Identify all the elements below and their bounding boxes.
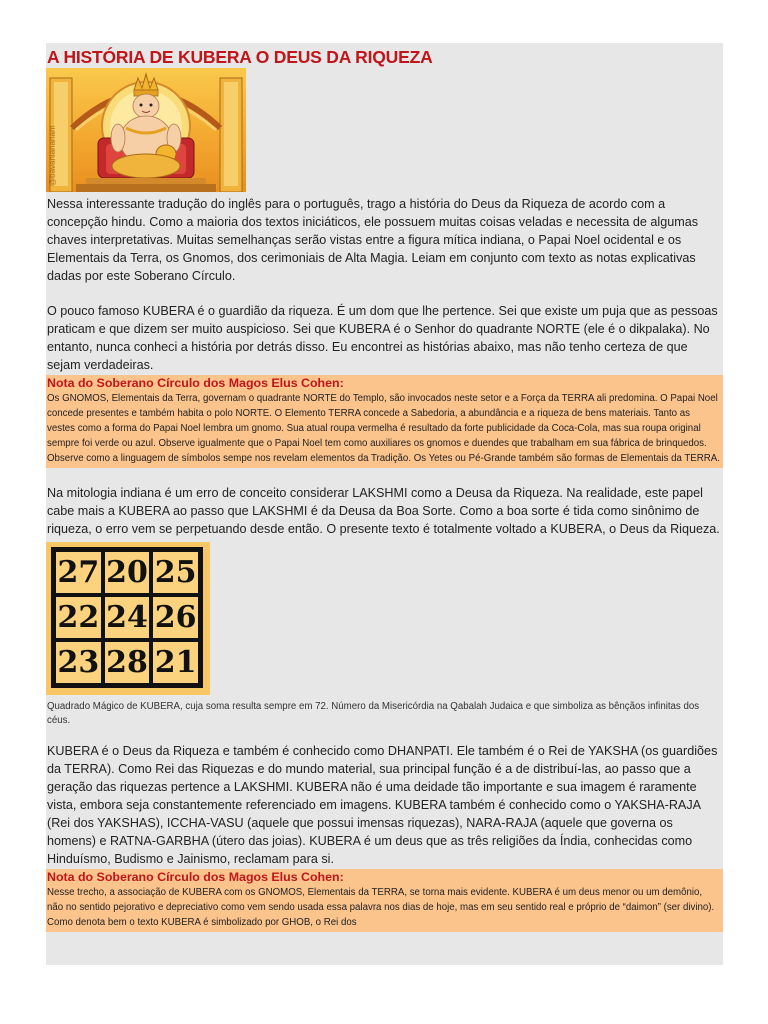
magic-cell: 26 xyxy=(151,595,200,640)
note-box-2 xyxy=(46,869,723,932)
magic-cell: 25 xyxy=(151,550,200,595)
paragraph-guardian: O pouco famoso KUBERA é o guardião da riqueza. É um dom que lhe pertence. Sei que existe um puja que as pessoas praticam e que dizem ser muito auspicioso. Sei que KUBERA é o Senhor do quadrante NORTE (ele é o dikpalaka). No entanto, nunca conheci a história por detrás disso. Eu encontrei as histórias abaixo, mas não tenho certeza de que sejam verdadeiras. xyxy=(47,304,718,372)
paragraph-dhanpati: KUBERA é o Deus da Riqueza e também é conhecido como DHANPATI. Ele também é o Rei de YAKSHA (os guardiões da TERRA). Como Rei das Riquezas e do mundo material, sua principal função é a de distribuí-las, ao passo que a geração das riquezas pertence a LAKSHMI. KUBERA não é uma deidade tão importante e sua imagem é raramente vista, embora seja constantemente referenciado em imagens. KUBERA também é conhecido como o YAKSHA-RAJA (Rei dos YAKSHAS), ICCHA-VASU (aquele que possui imensas riquezas), NARA-RAJA (aquele que governa os homens) e RATNA-GARBHA (útero das joias). KUBERA é um deus que as três religiões da Índia, conhecidas como Hinduísmo, Budismo e Jainismo, reclamam para si. xyxy=(47,744,718,866)
note-heading: Nota do Soberano Círculo dos Magos Elus Cohen: xyxy=(47,870,344,884)
note-box-1 xyxy=(46,375,723,468)
magic-cell: 28 xyxy=(103,640,152,685)
kubera-image xyxy=(46,68,246,192)
magic-cell: 20 xyxy=(103,550,152,595)
note-heading: Nota do Soberano Círculo dos Magos Elus Cohen: xyxy=(47,376,344,390)
magic-cell: 24 xyxy=(103,595,152,640)
kubera-illustration xyxy=(46,68,246,192)
magic-cell: 27 xyxy=(54,550,103,595)
document-page xyxy=(46,43,723,965)
note-text: Os GNOMOS, Elementais da Terra, governam o quadrante NORTE do Templo, são invocados neste setor e a Força da TERRA ali predomina. O Papai Noel concede presentes e também habita o polo NORTE. O Elemento TERRA concede a Sabedoria, a abundância e a riqueza de bens materiais. Tanto as vestes como a forma do Papai Noel lembra um gnomo. Sua atual roupa vermelha é resultado da forte publicidade da Coca-Cola, mas sua roupa original sempre foi verde ou azul. Observe igualmente que o Papai Noel tem como auxiliares os gnomos e duendes que trabalham em sua fábrica de brinquedos. Observe como a linguagem de símbolos sempe nos revelam elementos da Tradição. Os Yetes ou Pé-Grande também são formas de Elementais da TERRA. xyxy=(47,393,720,464)
magic-square-caption: Quadrado Mágico de KUBERA, cuja soma resulta sempre em 72. Número da Misericórdia na Qabalah Judaica e que simboliza as bênçãos infinitas dos céus. xyxy=(47,701,700,726)
paragraph-lakshmi: Na mitologia indiana é um erro de conceito considerar LAKSHMI como a Deusa da Riqueza. Na realidade, este papel cabe mais a KUBERA ao passo que LAKSHMI é da Deusa da Boa Sorte. Como a boa sorte é tida como sinônimo de riqueza, o erro vem se perpetuando desde então. O presente texto é totalmente voltado a KUBERA, o Deus da Riqueza. xyxy=(47,486,720,536)
magic-square xyxy=(46,542,210,695)
page-title: A HISTÓRIA DE KUBERA O DEUS DA RIQUEZA xyxy=(47,47,433,67)
magic-cell: 22 xyxy=(54,595,103,640)
note-text: Nesse trecho, a associação de KUBERA com os GNOMOS, Elementais da TERRA, se torna mais evidente. KUBERA é um deus menor ou um demônio, não no sentido pejorativo e depreciativo como vem sendo usada essa palavra nos dias de hoje, mas em seu sentido real e próprio de “daimon” (ser divino). Como denota bem o texto KUBERA é simbolizado por GHOB, o Rei dos xyxy=(47,887,715,928)
magic-square-grid xyxy=(51,547,203,688)
magic-cell: 23 xyxy=(54,640,103,685)
magic-cell: 21 xyxy=(151,640,200,685)
intro-paragraph: Nessa interessante tradução do inglês para o português, trago a história do Deus da Riqueza de acordo com a concepção hindu. Como a maioria dos textos iniciáticos, ele possuem muitas coisas veladas e necessita de algumas chaves interpretativas. Muitas semelhanças serão vistas entre a figura mítica indiana, o Papai Noel ocidental e os Elementais da Terra, os Gnomos, dos cerimoniais de Alta Magia. Leiam em conjunto com texto as notas explicativas dadas por este Soberano Círculo. xyxy=(47,197,699,283)
image-watermark: @bavaniananam xyxy=(48,125,57,186)
